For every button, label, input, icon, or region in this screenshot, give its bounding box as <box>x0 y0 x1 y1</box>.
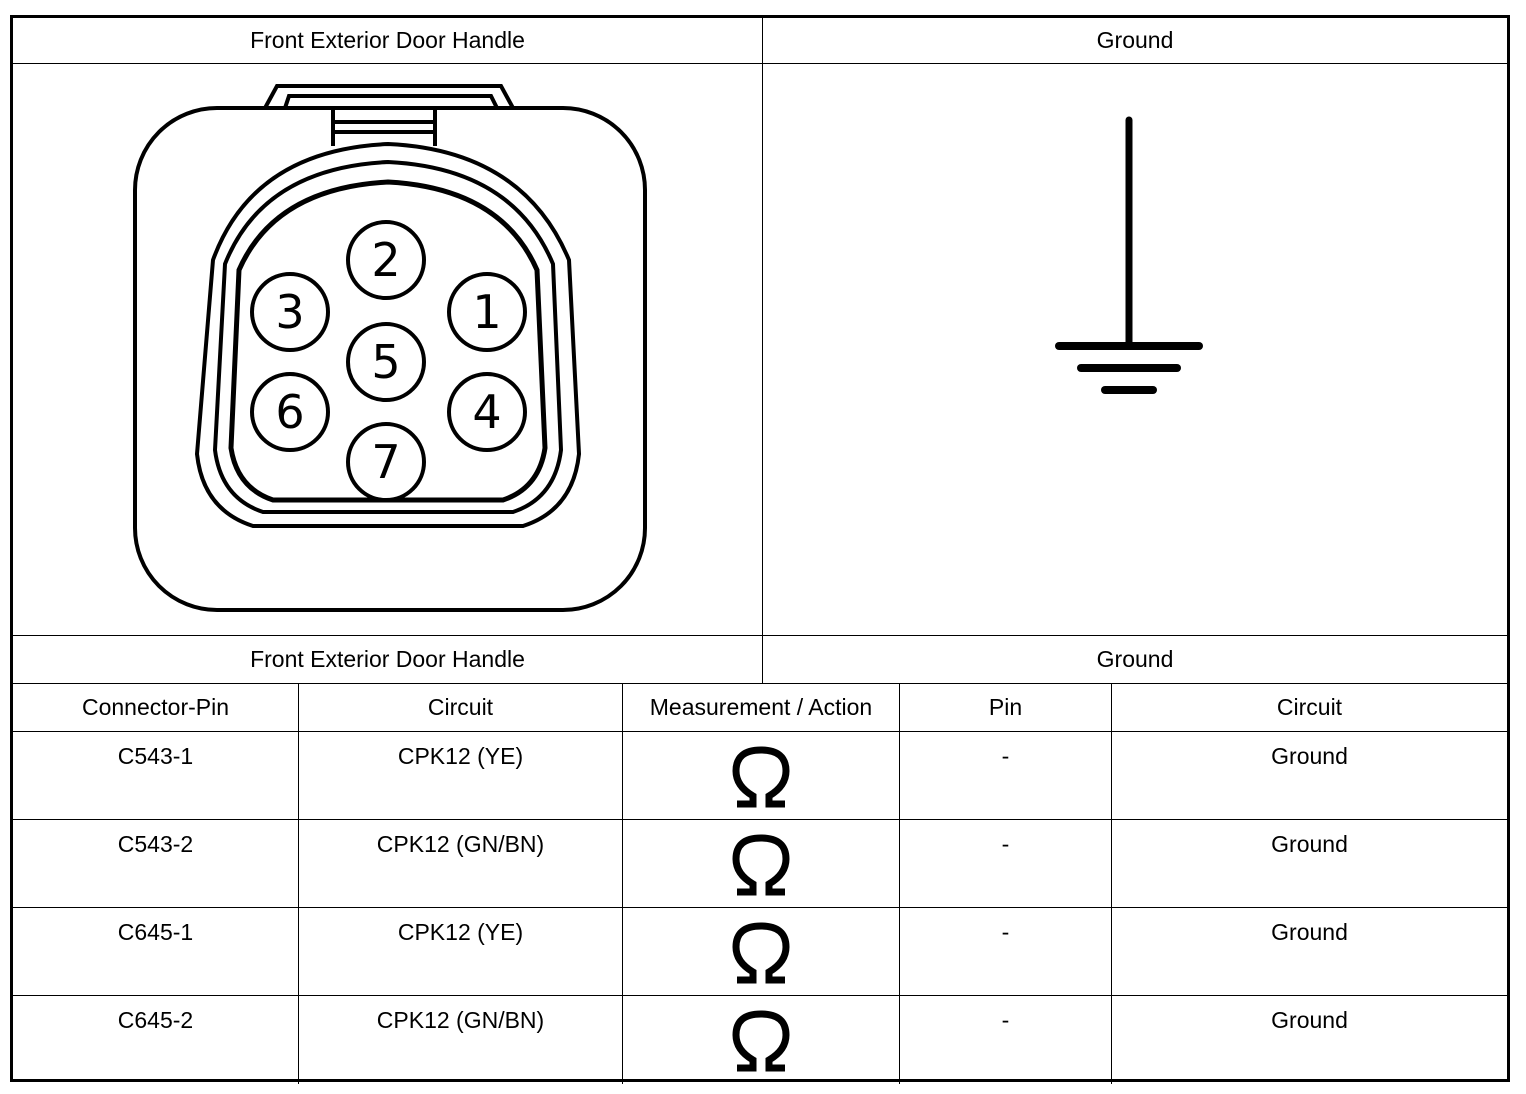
pin-label-1: 1 <box>472 285 502 339</box>
cell-measurement <box>623 908 899 995</box>
column-header-pin: Pin <box>988 694 1023 720</box>
panel-footer-left: Front Exterior Door Handle <box>250 646 525 672</box>
pin-label-2: 2 <box>371 233 401 287</box>
column-header-connector-pin: Connector-Pin <box>81 694 230 720</box>
pin-label-3: 3 <box>275 285 305 339</box>
cell-pin: - <box>1001 1007 1010 1033</box>
pin-label-5: 5 <box>371 335 401 389</box>
ohm-symbol-icon <box>731 1010 791 1072</box>
cell-circuit: CPK12 (GN/BN) <box>376 831 545 857</box>
cell-circuit-2: Ground <box>1271 1007 1348 1033</box>
ground-symbol-icon <box>763 64 1507 635</box>
pinout-sheet <box>10 15 1510 1082</box>
ohm-symbol-icon <box>731 834 791 896</box>
cell-circuit-2: Ground <box>1271 919 1348 945</box>
cell-connector-pin: C543-1 <box>117 743 194 769</box>
panel-header-right: Ground <box>1096 27 1174 53</box>
column-header-circuit-2: Circuit <box>1276 694 1343 720</box>
connector-face-icon <box>13 64 762 635</box>
ohm-symbol-icon <box>731 746 791 808</box>
cell-measurement <box>623 732 899 819</box>
cell-measurement <box>623 820 899 907</box>
panel-footer-right: Ground <box>1096 646 1174 672</box>
cell-pin: - <box>1001 919 1010 945</box>
cell-circuit-2: Ground <box>1271 743 1348 769</box>
cell-connector-pin: C543-2 <box>117 831 194 857</box>
cell-connector-pin: C645-2 <box>117 1007 194 1033</box>
ohm-symbol-icon <box>731 922 791 984</box>
cell-pin: - <box>1001 743 1010 769</box>
pin-label-4: 4 <box>472 385 502 439</box>
column-header-circuit: Circuit <box>427 694 494 720</box>
panel-header-left: Front Exterior Door Handle <box>250 27 525 53</box>
pin-label-6: 6 <box>275 385 305 439</box>
cell-measurement <box>623 996 899 1082</box>
pin-label-7: 7 <box>371 435 401 489</box>
cell-circuit: CPK12 (GN/BN) <box>376 1007 545 1033</box>
cell-circuit: CPK12 (YE) <box>397 743 524 769</box>
cell-connector-pin: C645-1 <box>117 919 194 945</box>
cell-circuit-2: Ground <box>1271 831 1348 857</box>
cell-pin: - <box>1001 831 1010 857</box>
column-header-measurement: Measurement / Action <box>649 694 873 720</box>
cell-circuit: CPK12 (YE) <box>397 919 524 945</box>
